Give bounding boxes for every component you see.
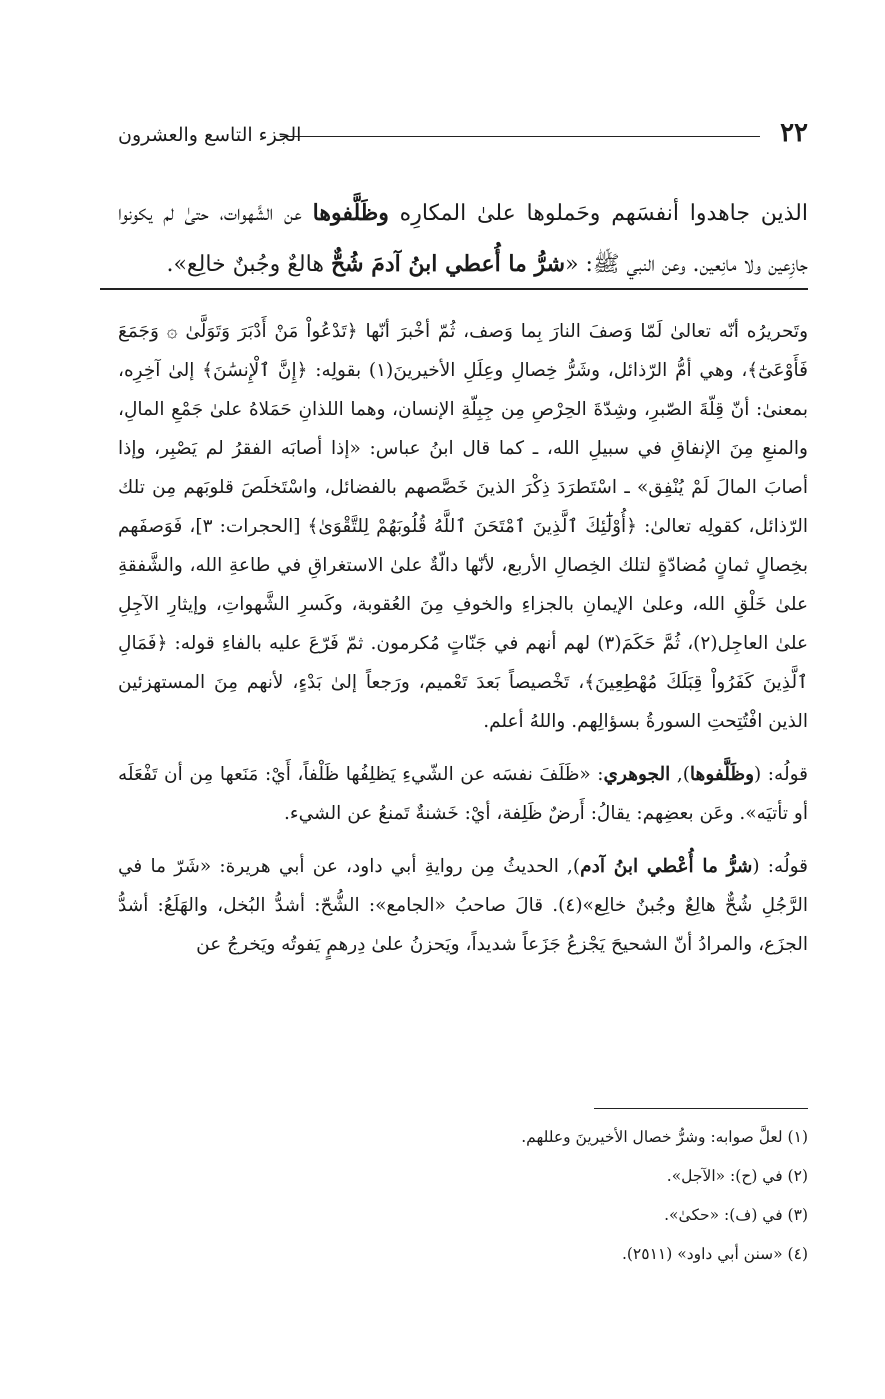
footnote-3: (٣) في (ف): «حكىٰ». xyxy=(664,1206,808,1224)
footnote-2: (٢) في (ح): «الآجل». xyxy=(666,1167,808,1185)
intro-bold-1: وظَلَّفوها xyxy=(312,200,389,226)
commentary-text xyxy=(118,312,808,978)
running-header xyxy=(118,118,808,152)
p2-mid: ), xyxy=(670,764,690,785)
p3-lead: قولُه: ( xyxy=(752,856,808,877)
header-title: الجزء التاسع والعشرون xyxy=(118,124,302,146)
commented-text xyxy=(118,188,808,290)
intro-bold-2: شرُّ ما أُعطي ابنُ آدمَ شُحٌّ xyxy=(330,251,566,277)
intro-text-1: الذين جاهدوا أنفسَهم وحَملوها علىٰ المكارِه xyxy=(388,201,808,226)
footnote-4: (٤) «سنن أبي داود» (٢٥١١). xyxy=(621,1245,808,1263)
p2-bold-source: الجوهري xyxy=(603,764,671,785)
section-separator xyxy=(100,288,808,290)
p2-lead: قولُه: ( xyxy=(754,764,808,785)
commentary-paragraph-3 xyxy=(118,847,808,964)
commented-text-paragraph xyxy=(118,188,808,290)
footnote-rule xyxy=(594,1108,808,1109)
footnote-1: (١) لعلَّ صوابه: وشرُّ خصال الأخيرينَ وعللهم. xyxy=(521,1128,808,1146)
header-rule xyxy=(280,136,760,137)
p2-text: : «ظَلَفَ نفسَه عن الشّيءِ يَظلِفُها ظَلْفاً، أَيْ: مَنَعها مِن أن تَفْعَلَه أو تأتيَه». وعَن بعضِهم: يقالُ: أَرضٌ ظَلِفة، أيْ: خَشنةٌ تَمنعُ عن الشيء. xyxy=(118,764,808,824)
footnotes xyxy=(118,1118,808,1274)
commentary-paragraph-1: وتَحريرُه أنّه تعالىٰ لَمّا وَصفَ النارَ بِما وَصف، ثُمّ أخْبرَ أنّها ﴿تَدْعُواْ مَنْ أَدْبَرَ وَتَوَلَّىٰ ۞ وَجَمَعَ فَأَوْعَىٰٓ﴾، وهي أمُّ الرّذائل، وشَرُّ خِصالِ وعِلَلِ الأخيرينَ(١) بقولِه: ﴿إِنَّ ٱلْإِنسَٰنَ﴾ إلىٰ آخِرِه، بمعنىٰ: أنّ قِلّةَ الصّبرِ، وشِدّةَ الحِرْصِ مِن جِبِلّةِ الإنسان، وهما اللذانِ حَمَلاهُ علىٰ جَمْعِ المالِ، والمنعِ مِنَ الإنفاقِ في سبيلِ الله، ـ كما قال ابنُ عباس: «إذا أصابَه الفقرُ لم يَصْبِر، وإذا أصابَ المالَ لَمْ يُنْفِق» ـ اسْتَطرَدَ ذِكْرَ الذينَ خَصَّصهم بالفضائل، واسْتَخلَصَ قلوبَهم مِن تلك الرّذائل، كقولِه تعالىٰ: ﴿أُوْلَٰٓئِكَ ٱلَّذِينَ ٱمْتَحَنَ ٱللَّهُ قُلُوبَهُمْ لِلتَّقْوَىٰ﴾ [الحجرات: ٣]، فَوَصفَهم بخِصالٍ ثمانٍ مُضادّةٍ لتلك الخِصالِ الأربع، لأنّها دالّةٌ علىٰ الاستغراقِ في طاعةِ الله، والشَّفقةِ علىٰ خَلْقِ الله، وعلىٰ الإيمانِ بالجزاءِ والخوفِ مِنَ العُقوبة، وكَسرِ الشَّهواتِ، وإيثارِ الآجِلِ علىٰ العاجِل(٢)، ثُمَّ حَكَمَ(٣) لهم أنهم في جَنّاتٍ مُكرمون. ثمّ فَرّعَ عليه بالفاءِ قوله: ﴿فَمَالِ ٱلَّذِينَ كَفَرُواْ قِبَلَكَ مُهْطِعِينَ﴾، تَخْصيصاً بَعدَ تَعْميم، ورَجعاً إلىٰ بَدْءٍ، لأنهم مِنَ المستهزئين الذين افْتُتِحتِ السورةُ بسؤالِهم. واللهُ أعلم. xyxy=(118,321,809,732)
intro-text-2: عن الشَّهوات، حتىٰ لم يكونوا جازِعين ولا مانِعين. وعن النبي ﷺ: « xyxy=(118,201,808,277)
page-number: ٢٢ xyxy=(780,118,808,148)
p2-bold-term: وظَلَّفوها xyxy=(689,764,755,785)
commentary-paragraph-2 xyxy=(118,755,808,833)
p3-text: ), الحديثُ مِن روايةِ أبي داود، عن أبي هريرة: «شَرّ ما في الرَّجُلِ شُحٌّ هالِعٌ وجُبنٌ خالِع»(٤). قالَ صاحبُ «الجامع»: الشُّحّ: أشدُّ البُخل، والهَلَعُ: أشدُّ الجزَع، والمرادُ أنّ الشحيحَ يَجْزعُ جَزَعاً شديداً، ويَحزنُ علىٰ دِرهمٍ يَفوتُه ويَخرجُ عن xyxy=(118,856,809,955)
p3-bold-term: شرُّ ما أُعْطي ابنُ آدم xyxy=(580,856,753,877)
intro-text-3: هالعٌ وجُبنٌ خالِع». xyxy=(166,252,331,277)
